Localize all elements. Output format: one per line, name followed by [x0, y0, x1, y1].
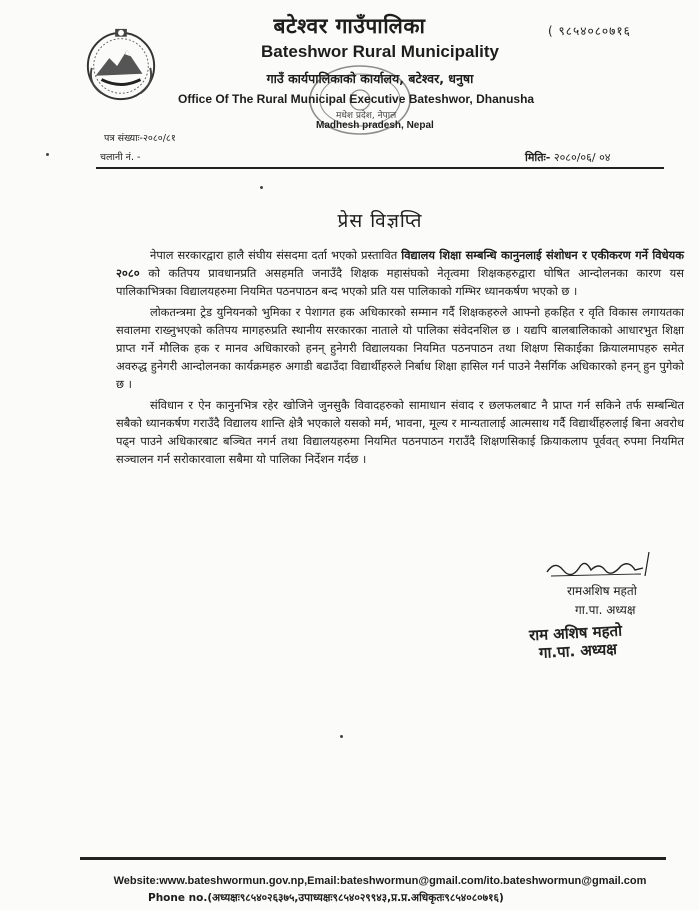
document-heading: प्रेस विज्ञप्ति [337, 210, 423, 232]
dispatch-number: चलानी नं. - [100, 152, 141, 163]
paragraph-1-intro: नेपाल सरकारद्वारा हालै संघीय संसदमा दर्ता भएको प्रस्तावित [150, 248, 402, 262]
paragraph-2: लोकतन्त्रमा ट्रेड युनियनको भुमिका र पेशागत हक अधिकारको सम्मान गर्दै शिक्षकहरुले आफ्नो हकहित र वृति विकास लगायतका सवालमा राख्नुभएको कतिपय मागहरुप्रति स्थानीय सरकारका नाताले यो पालिका संवेदनशिल छ । यद्यपि बालबालिकाको आधारभुत शिक्षा प्राप्त गर्ने मौलिक हक र मानव अधिकारको हनन् हुनेगरी विद्यालयका नियमित पठनपाठन तथा शिक्षण सिकाईका क्रियालमापहरु समेत अवरुद्ध हुनेगरी आन्दोलनका कार्यक्रमहरु अगाडी बढाउँदा विद्यार्थीहरुले निर्बाध शिक्षा हासिल गर्न पाउने नैसर्गिक अधिकारको हनन् हुन पुगेको छ । [116, 304, 684, 392]
handwritten-signature [545, 550, 657, 580]
press-release-body [116, 246, 684, 470]
footer-phone-numbers: Phone no.(अध्यक्षः९८५४०२६३७५,उपाध्यक्षः९८५४०२९९४३,प्र.प्र.अधिकृतः९८५४०८०७१६) [148, 892, 504, 904]
province-english: Madhesh pradesh, Nepal [316, 120, 434, 131]
footer-divider [80, 857, 666, 860]
office-name-english: Office Of The Rural Municipal Executive Bateshwor, Dhanusha [178, 92, 535, 106]
scan-speck [340, 735, 343, 738]
reference-number: पत्र संख्याः-२०८०/८१ [104, 133, 176, 144]
paragraph-1-rest: को कतिपय प्रावधानप्रति असहमति जनाउँदै शिक्षक महासंघको नेतृत्वमा शिक्षकहरुद्वारा घोषित आन्दोलनका कारण यस पालिकाभित्रका विद्यालयहरुमा नियमित पठनपाठन बन्द भएको प्रति यस पालिकाको गम्भिर ध्यानकर्षण भएको छ । [116, 266, 684, 299]
office-seal-icon [305, 60, 415, 140]
footer-website-email: Website:www.bateshwormun.gov.np,Email:bateshwormun@gmail.com/ito.bateshwormun@gmail.com [113, 875, 647, 887]
date-line [525, 150, 611, 165]
date-value: २०८०/०६/ ०४ [553, 151, 611, 164]
paragraph-3: संविधान र ऐन कानुनभित्र रहेर खोजिने जुनसुकै विवादहरुको सामाधान संवाद र छलफलबाट नै प्राप्त गर्न सकिने तर्फ सम्बन्धित सबैको ध्यानकर्षण गराउँदै विद्यालय शान्ति क्षेत्रै भएकाले यसको मर्म, भावना, मूल्य र मान्यतालाई आत्मसाथ गर्दै विद्यार्थीहरुलाई बिना अवरोध पढ्न पाउने अधिकारबाट बञ्चित नगर्न तथा विद्यालयहरुमा नियमित पठनपाठन गराउँदै शिक्षणसिकाई क्रियाकलाप पूर्ववत् रुपमा नियमित सञ्चालन गर्न सरोकारवाला सबैमा यो पालिका निर्देशन गर्दछ । [116, 397, 684, 467]
office-name-nepali: गाउँ कार्यपालिकाको कार्यालय, बटेश्वर, धनुषा [266, 71, 474, 86]
stamp-name: राम अशिष महतो [528, 621, 623, 645]
stamp-post: गा.पा. अध्यक्ष [538, 639, 618, 663]
signatory-post: गा.पा. अध्यक्ष [575, 603, 636, 617]
scan-speck [46, 153, 49, 156]
municipality-name-english: Bateshwor Rural Municipality [260, 42, 500, 61]
paragraph-1 [116, 246, 684, 301]
header-phone: ( ९८५४०८०७१६ [548, 24, 631, 38]
date-label: मितिः- [525, 151, 551, 164]
municipality-name-nepali: बटेश्वर गाउँपालिका [273, 14, 426, 38]
bill-name: विद्यालय शिक्षा सम्बन्धि कानुनलाई संशोधन र एकीकरण गर्ने विधेयक २०८० [116, 248, 684, 281]
header-divider [96, 167, 664, 169]
province-nepali: मधेश प्रदेश, नेपाल [336, 111, 397, 121]
scan-speck [260, 186, 263, 189]
signatory-name: रामअशिष महतो [567, 584, 637, 598]
